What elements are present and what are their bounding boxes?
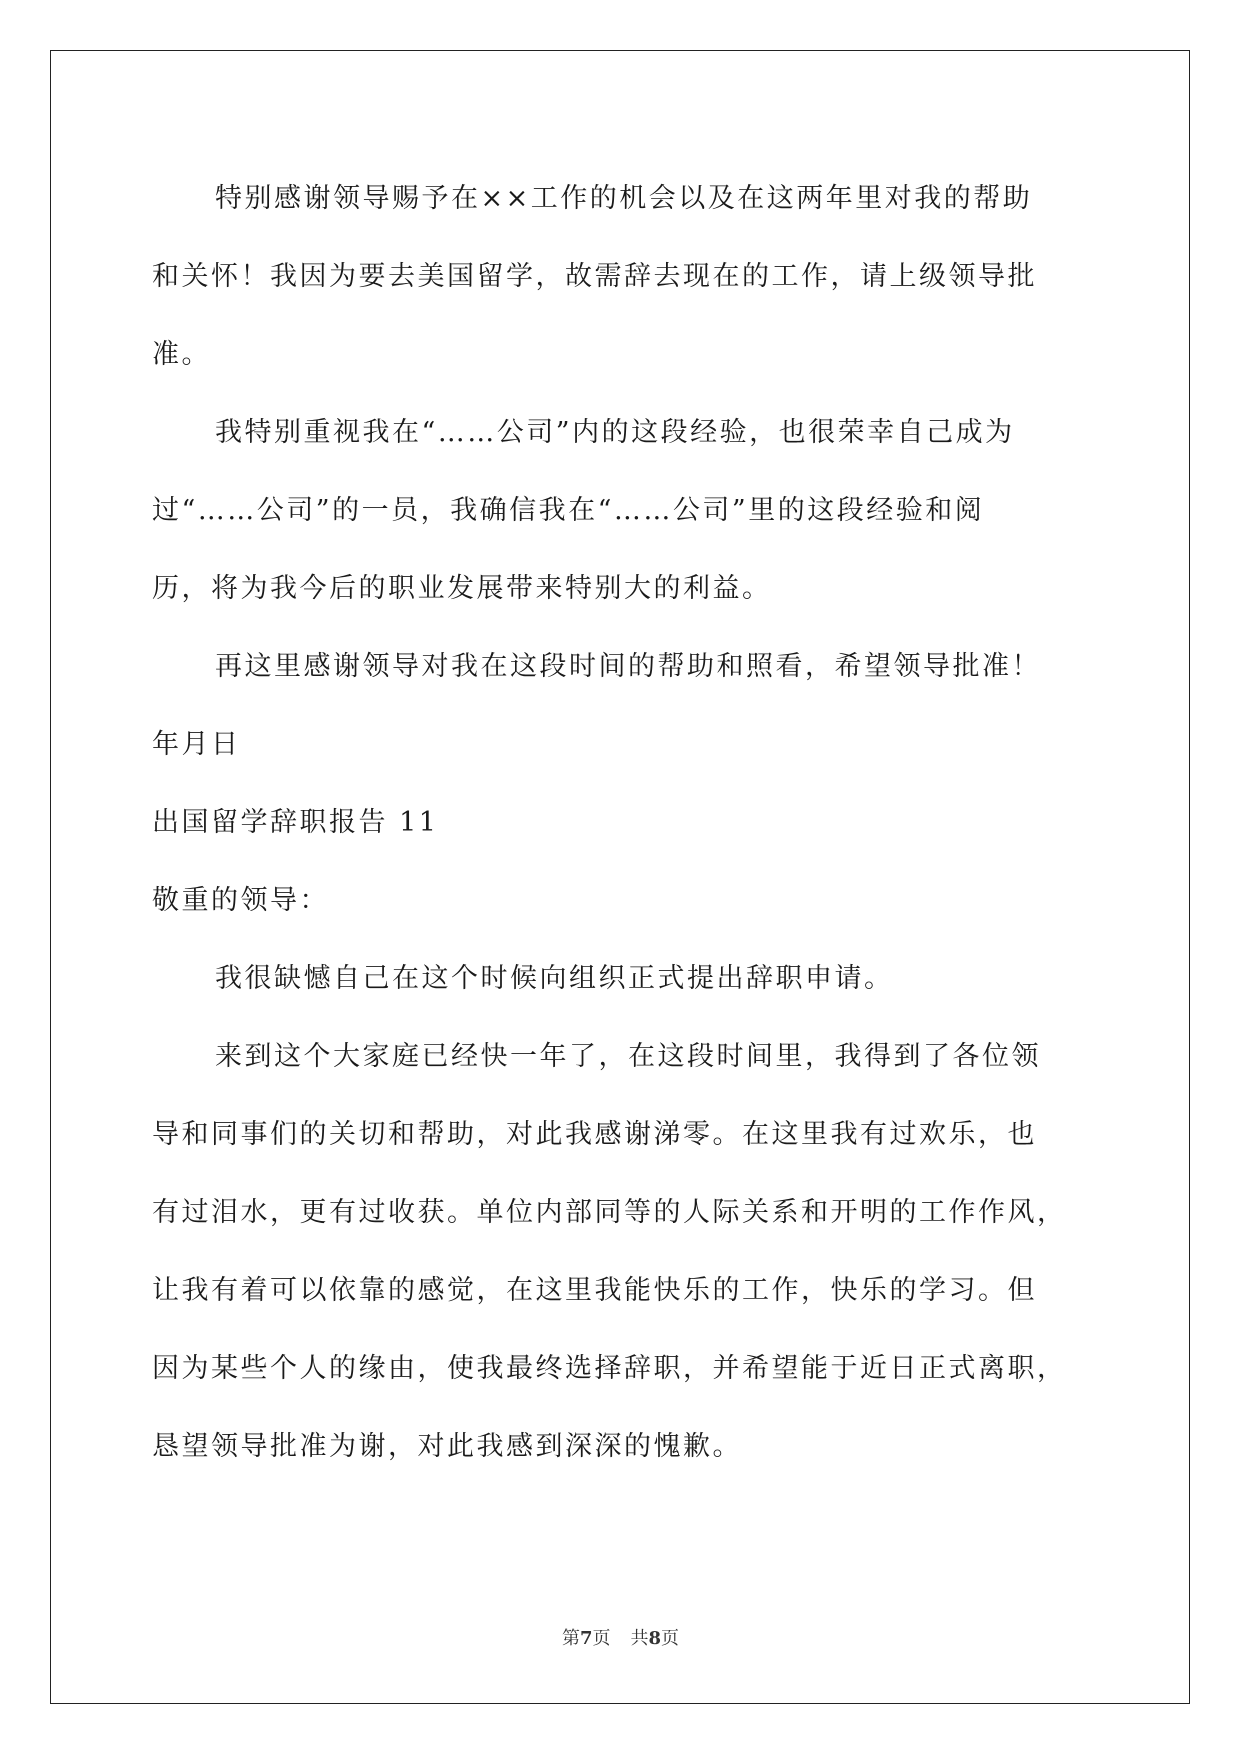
- text-line: 出国留学辞职报告 11: [152, 807, 439, 838]
- text-line: 特别感谢领导赐予在××工作的机会以及在这两年里对我的帮助: [215, 183, 1033, 214]
- text-line: 准。: [152, 339, 211, 370]
- text-line: 因为某些个人的缘由，使我最终选择辞职，并希望能于近日正式离职，: [152, 1353, 1067, 1384]
- text-line: 我很缺憾自己在这个时候向组织正式提出辞职申请。: [215, 963, 894, 994]
- text-line: 历，将为我今后的职业发展带来特别大的利益。: [152, 573, 772, 604]
- text-line: 过“……公司”的一员，我确信我在“……公司”里的这段经验和阅: [152, 495, 985, 526]
- total-pages-suffix: 页: [661, 1628, 680, 1649]
- total-pages-prefix: 共: [630, 1628, 649, 1649]
- current-page-number: 7: [579, 1628, 593, 1649]
- total-page-count: 8: [648, 1628, 662, 1649]
- text-line: 敬重的领导：: [152, 885, 329, 916]
- text-line: 再这里感谢领导对我在这段时间的帮助和照看，希望领导批准！: [215, 651, 1041, 682]
- text-line: 导和同事们的关切和帮助，对此我感谢涕零。在这里我有过欢乐，也: [152, 1119, 1037, 1150]
- text-line: 和关怀！我因为要去美国留学，故需辞去现在的工作，请上级领导批: [152, 261, 1037, 292]
- page-number-suffix: 页: [592, 1628, 611, 1649]
- text-line: 来到这个大家庭已经快一年了，在这段时间里，我得到了各位领: [215, 1041, 1041, 1072]
- text-line: 我特别重视我在“……公司”内的这段经验，也很荣幸自己成为: [215, 417, 1015, 448]
- page-footer: [0, 1624, 1241, 1650]
- text-line: 恳望领导批准为谢，对此我感到深深的愧歉。: [152, 1431, 742, 1462]
- text-line: 年月日: [152, 729, 241, 760]
- page-number-prefix: 第: [561, 1628, 580, 1649]
- text-line: 让我有着可以依靠的感觉，在这里我能快乐的工作，快乐的学习。但: [152, 1275, 1037, 1306]
- document-body: [152, 160, 1092, 1486]
- text-line: 有过泪水，更有过收获。单位内部同等的人际关系和开明的工作作风，: [152, 1197, 1067, 1228]
